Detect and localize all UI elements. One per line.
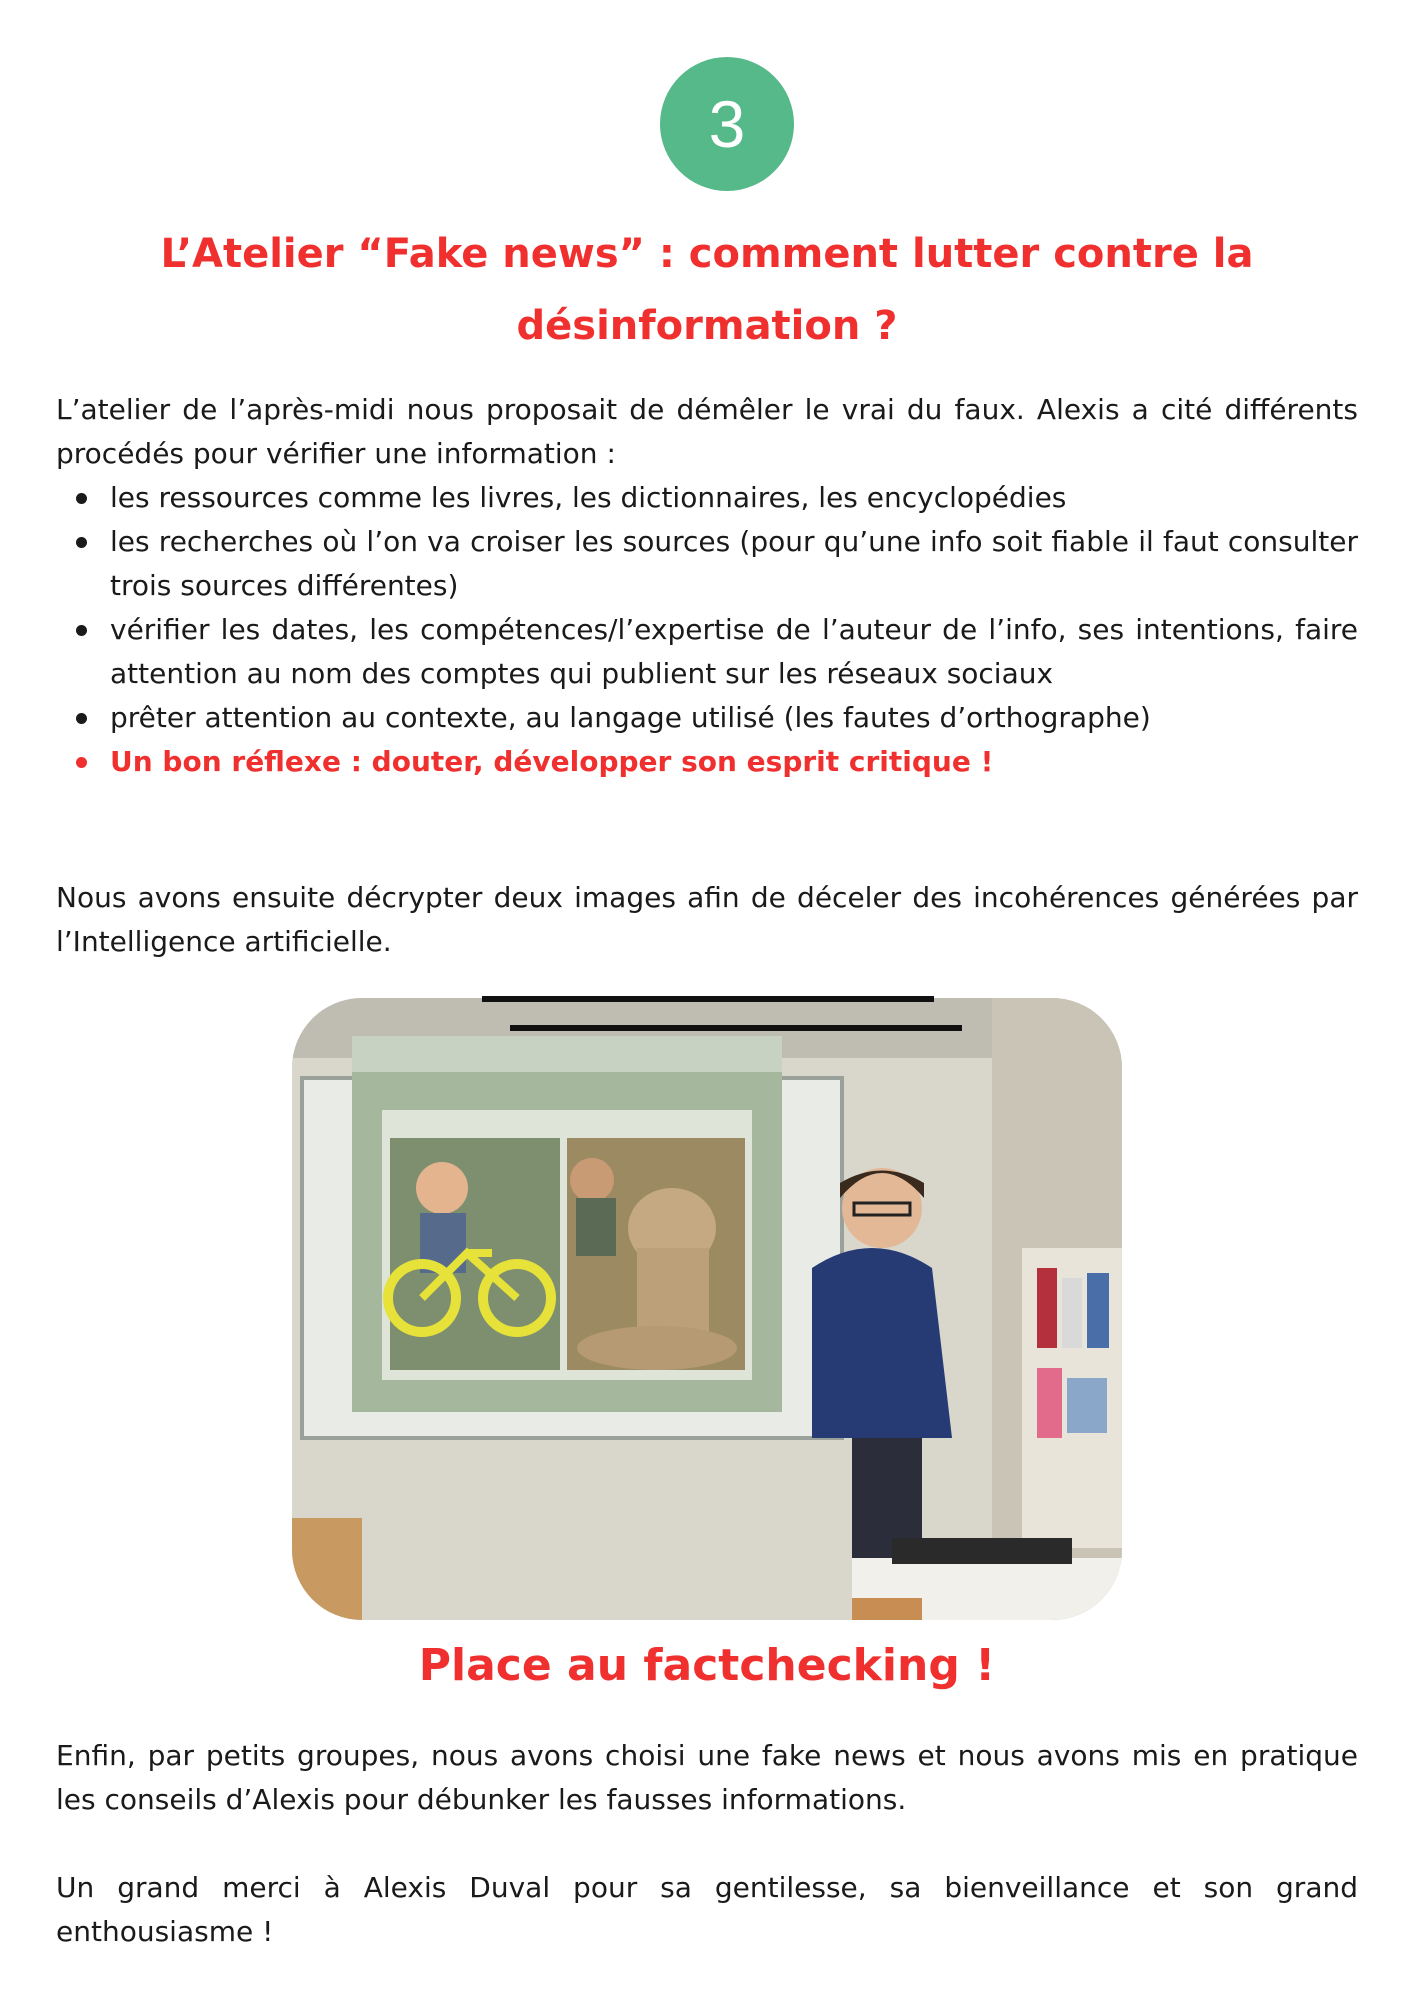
list-item-text: prêter attention au contexte, au langage utilisé (les fautes d’orthographe) <box>110 701 1151 734</box>
workshop-photo <box>292 998 1122 1620</box>
workshop-title-line1: L’Atelier “Fake news” : comment lutter contre la <box>160 231 1254 277</box>
list-item-highlight <box>56 740 1358 784</box>
list-item-text: les ressources comme les livres, les dictionnaires, les encyclopédies <box>110 481 1067 514</box>
list-item-text: Un bon réflexe : douter, développer son esprit critique ! <box>110 745 994 778</box>
thanks-paragraph: Un grand merci à Alexis Duval pour sa gentilesse, sa bienveillance et son grand enthousiasme ! <box>56 1871 1358 1948</box>
workshop-title-line2: désinformation ? <box>516 303 898 349</box>
decorative-line <box>482 996 934 1002</box>
verification-list <box>56 476 1358 784</box>
factchecking-title: Place au factchecking ! <box>418 1640 996 1691</box>
bullet-icon <box>76 537 87 548</box>
list-item-text: vérifier les dates, les compétences/l’expertise de l’auteur de l’info, ses intentions, faire attention au nom des comptes qui publient sur les réseaux sociaux <box>110 613 1358 690</box>
section-number-badge: 3 <box>660 57 794 191</box>
bullet-icon <box>76 757 87 768</box>
bullet-icon <box>76 493 87 504</box>
outro-paragraph: Nous avons ensuite décrypter deux images afin de déceler des incohérences générées par l’Intelligence artificielle. <box>56 881 1358 958</box>
list-item <box>56 696 1358 740</box>
workshop-photo-illustration <box>292 998 1122 1620</box>
list-item <box>56 608 1358 696</box>
bullet-icon <box>76 713 87 724</box>
workshop-title <box>120 218 1294 362</box>
bullet-icon <box>76 625 87 636</box>
factchecking-paragraph: Enfin, par petits groupes, nous avons choisi une fake news et nous avons mis en pratique les conseils d’Alexis pour débunker les fausses informations. <box>56 1739 1358 1816</box>
list-item <box>56 520 1358 608</box>
decorative-line <box>510 1025 962 1031</box>
list-item <box>56 476 1358 520</box>
intro-paragraph: L’atelier de l’après-midi nous proposait de démêler le vrai du faux. Alexis a cité différents procédés pour vérifier une information : <box>56 393 1358 470</box>
list-item-text: les recherches où l’on va croiser les sources (pour qu’une info soit fiable il faut consulter trois sources différentes) <box>110 525 1358 602</box>
